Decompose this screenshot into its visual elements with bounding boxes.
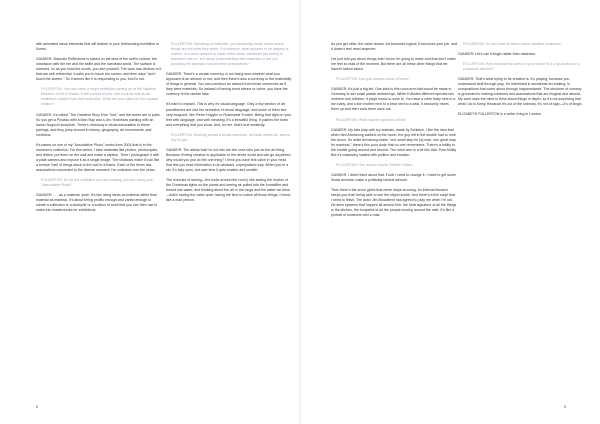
- interviewer-question: FULLERTON: How important is humor in your work? Is it a by-product or a conscious element?: [463, 62, 580, 72]
- right-page-number: 9: [564, 404, 567, 409]
- interview-answer: As you get older, the valve closes. Art becomes logical, it becomes your job, and it doesn't feel react anymore.: [331, 42, 457, 52]
- interview-answer: GANDER: I didn't think about that. Fuck! I need to change it. I need to get some Swiss animals, make a politically neutral artwork.: [331, 172, 456, 182]
- left-page-number: 8: [36, 404, 39, 409]
- right-page-column-1: [331, 42, 457, 223]
- interview-answer: GANDER: There's a certain currency in not being sure whether what you approach is an artwork or not, and then there's also a currency to the materiality of things in general. You can construct an artwork from those currencies as if they were materials. So instead of having burnt sienna or ochre, you have the currency of the double take.: [166, 72, 292, 97]
- interview-answer: The exercise of seeing—the looks around the room]. like seeing the rhythm of the Christmas lights on the plants and seeing air pulled into the humidifier and turned into water, and thinking about the air in the lungs and the water we drink—that's having the valve open, taking the time to notice all those things. I found like a mad person.: [166, 178, 291, 203]
- interview-answer: GANDER: It's just a big list. One idea is this robot arm that would be made in Germany to sell small plastic animal toys. While it divides different species into mothers and children, it plays music to work to. You have a robin baby next to a lion baby, and a lion mother next to a bear next to a seal. It randomly mixes them up and then sorts them back out.: [331, 87, 456, 112]
- right-page: [300, 0, 600, 424]
- interview-answer: GANDER: My kids play with toy animals, made by Schleich. I like the idea that when Neil Armstrong walked on the moon, the guy left in the shuttle had to orbit the moon. So while Armstrong made "one small step for [a] man, one great leap for mankind," there's this poor dude that no one remembers. There's a futility to the shuttle going around and around. The robot arm is a bit like that. Pure futility. But it's massively loaded with politics and emotion.: [331, 127, 457, 157]
- interviewer-question: FULLERTON: What was the genesis of that?: [336, 117, 407, 122]
- author-bio: ELIZABETH FULLERTON is a writer living in London.: [458, 112, 543, 117]
- interviewer-question: FULLERTON: So you think all these works manifest madness?: [463, 42, 562, 46]
- right-page-column-2: [458, 42, 584, 123]
- interviewer-question: FULLERTON: You also have a major exhibition coming up at the National Museum of Art in Osaka. It will consist of your own work as well as an exhibition curated from their collection. What are your plans for the curated section?: [41, 87, 159, 107]
- interview-answer: Then there's the snow globe that never stops snowing. An internal blizzard keeps you from being able to see the object inside. And there's a film script that I need to finish. The actor Jim Broadbent has agreed to play me when I'm old. He sees systems that happen all around him: the heat signature of all the things in the kitchen, the footpaths of all the people moving around the café. It's like a portrait of someone who's mad.: [331, 187, 457, 218]
- interviewer-question: FULLERTON: Can you discuss some of those?: [336, 77, 411, 82]
- interview-answer: It's hard to explain. This is why it's visual language. Only a tiny section of art practitioners are into the semiotics of visual language, and some of them see very eloquent, like Pierre Huyghe or Rosemarie Trockel. Being that tight on your feet with language, and with meaning, it's a beautiful thing. It pushes the brain and everything that you know. And, for me, that's true creativity.: [166, 102, 292, 127]
- interview-answer: with animated visual elements that will feature in your forthcoming exhibition in Korea.: [36, 42, 160, 52]
- interview-answer: It's based on one of my "Associative Photo" works from 2004 that is in the museum's collection. For this series, I take materials like photos, photocopies, and letters, put them on the wall and make a caption. Then I photograph it with a plate camera and expose it as a single image. The shadows make it look like a trompe l'oeil of things stuck to the wall in a frame. Each of the items has associations connected to the diverse research I've collected over the years.: [36, 142, 160, 172]
- interviewer-question: FULLERTON: Yes, and of course Steiner Holism.: [336, 162, 414, 167]
- left-page-column-2: [166, 42, 292, 208]
- left-page-column-1: [36, 42, 162, 218]
- interview-answer: GANDER: Staccato Reflections is based on the idea of the self in culture, the obsession with the me and the selfie and the narcissist world. The surface is mirrored, so as you read the words, you see yourself. The work has devices in it that are self-referential. It asks you to touch the screen, and then says "don't touch the screen." So it seems like it is responding to you, but it's not.: [36, 57, 162, 82]
- interview-answer: GANDER: It's called "The Greatest Story Ever Told," and the works are in pairs. So you get a Picasso with a Man Ray and a Jiro Yoshihara painting with an Isamu Noguchi sculpture. There's obviously a visual association to these pairings, and they jump around in history, geography, art movements, and mediums.: [36, 112, 161, 137]
- interviewer-question: FULLERTON: Working across a broad spectrum, as those artists do, seems key to you.: [171, 132, 291, 142]
- interview-answer: GANDER: Let's call it illogic rather than madness.: [458, 52, 536, 57]
- interviewer-question: FULLERTON: So for the exhibition you are curating, you are using your "Associative Photo": [41, 178, 153, 188]
- interviewer-question: FULLERTON: Speaking of materials, you frequently create works where things are not what they seem. For instance, what appears to be drapery is marble, or a used condom is made of the same substance [as those] of drawers it sits on. Is it about experimenting with materials or are you prodding the spectator toward fresh perspectives?: [171, 42, 289, 67]
- interview-answer: GANDER: That's what trying to be creative is. It's playing, because you understand stuff through play. I'm interested in accidental art-making, in compositions that come about through happenstance. The structure of comedy is grounded in making collisions and associations that are illogical and absurd. My work uses the mind to think about things in depth, so it's not surprising that what I do is funny. Because it's out of the ordinary, it's not of logic—it's of illogic.: [458, 77, 583, 107]
- interview-answer: GANDER: The artists that I'm not into are the ones who just do the art thing. Because if being creative is applicable to the whole world and can go anywhere, why would you just do the one thing? I think you have this valve in your head that lets you read information in an abstract, unprejudiced way. When you're a kid, it's fully open, but over time it gets smaller and smaller.: [166, 147, 292, 172]
- interview-answer: GANDER: . . . as a material, yeah. It's like using ideas as material rather than material as material. It's about being prolific enough and varied enough to create a collection or a stockpile or a toolbox of work that you can then use to make into masterworks for exhibitions.: [36, 193, 158, 213]
- interview-answer: I've just told you about things that I know I'm going to make and that don't make me feel so mad of the moment. But there are all these other things that we haven't talked about.: [331, 57, 456, 72]
